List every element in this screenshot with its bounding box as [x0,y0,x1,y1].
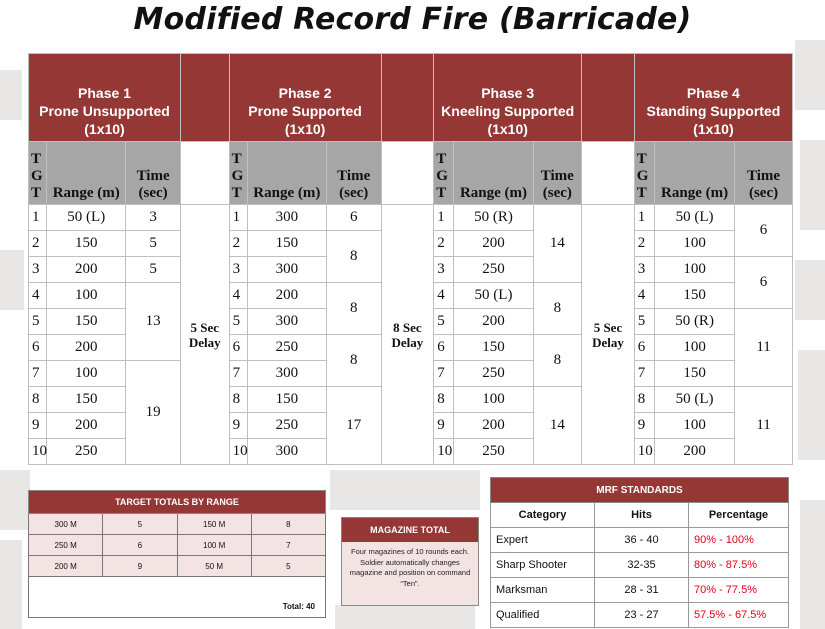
range-count: 7 [251,535,325,556]
tgt-header [634,142,654,205]
phase-4-subtitle: Standing Supported [646,103,781,119]
target-number: 6 [29,335,47,361]
time-header-line: Time [747,168,781,184]
mrf-row [491,553,789,578]
target-number: 5 [229,309,247,335]
range-label: 50 M [177,556,251,577]
target-range: 300 [247,361,326,387]
target-range: 150 [247,387,326,413]
target-number: 5 [634,309,654,335]
range-count: 9 [103,556,177,577]
delay-header-spacer [180,142,229,205]
target-number: 1 [229,205,247,231]
target-range: 250 [247,413,326,439]
target-totals-table [28,490,326,618]
phase-4-subtitle-line2: (1x10) [693,121,734,137]
exposure-time: 8 [326,335,381,387]
tgt-header-letter: T [231,151,242,167]
target-range: 100 [454,387,533,413]
target-range: 200 [454,231,533,257]
tgt-header [29,142,47,205]
time-header-line: Time [136,168,170,184]
target-range: 100 [655,335,735,361]
target-range: 50 (L) [655,387,735,413]
range-header: Range (m) [655,142,735,205]
target-range: 250 [247,335,326,361]
totals-row [29,514,326,535]
mrf-standards-title: MRF STANDARDS [491,478,789,503]
delay-text: Delay [592,334,624,350]
range-count: 6 [103,535,177,556]
target-range: 200 [454,413,533,439]
phase-1-name: Phase 1 [78,85,131,101]
target-range: 250 [454,439,533,465]
target-range: 100 [655,231,735,257]
tgt-header-letter: G [31,168,43,184]
target-number: 8 [434,387,454,413]
tgt-header-letter: T [436,151,447,167]
exposure-time: 8 [533,283,582,335]
target-range: 100 [655,413,735,439]
target-range: 200 [47,413,126,439]
time-header [126,142,181,205]
target-range: 50 (L) [47,205,126,231]
target-number: 1 [29,205,47,231]
phase-2-delay [381,205,434,465]
exposure-time: 8 [326,283,381,335]
delay-text: 5 Sec [593,319,623,335]
target-range: 300 [247,205,326,231]
phase-2-name: Phase 2 [278,85,332,101]
target-number: 6 [634,335,654,361]
magazine-total-title: MAGAZINE TOTAL [342,518,478,542]
phase-4-header [634,54,792,142]
mrf-row [491,528,789,553]
target-number: 5 [29,309,47,335]
phase-2-subtitle: Prone Supported (1x10) [248,103,362,137]
exposure-time: 19 [126,361,181,465]
time-header-line: (sec) [542,185,572,201]
mrf-category: Marksman [491,578,595,603]
target-number: 3 [229,257,247,283]
mrf-percentage: 80% - 87.5% [689,553,789,578]
target-number: 8 [229,387,247,413]
target-number: 2 [634,231,654,257]
target-range: 150 [655,283,735,309]
target-number: 6 [229,335,247,361]
target-range: 100 [47,283,126,309]
target-number: 9 [29,413,47,439]
target-number: 5 [434,309,454,335]
mrf-percentage: 90% - 100% [689,528,789,553]
target-totals-title: TARGET TOTALS BY RANGE [29,491,326,514]
mrf-hits: 28 - 31 [595,578,689,603]
target-number: 8 [634,387,654,413]
magazine-total-box [341,517,479,606]
mrf-category: Qualified [491,603,595,628]
totals-footer-row [29,577,326,618]
target-range: 250 [454,361,533,387]
exposure-time: 5 [126,231,181,257]
target-range: 200 [247,283,326,309]
mrf-hits: 32-35 [595,553,689,578]
phase-3-header [434,54,582,142]
tgt-header-letter: T [31,185,42,201]
target-range: 300 [247,439,326,465]
target-number: 9 [229,413,247,439]
mrf-hits: 23 - 27 [595,603,689,628]
target-number: 4 [229,283,247,309]
target-range: 150 [247,231,326,257]
exposure-time: 6 [735,257,793,309]
range-count: 5 [251,556,325,577]
delay-header-spacer [582,142,635,205]
range-header: Range (m) [454,142,533,205]
mrf-header-hits: Hits [595,503,689,528]
target-number: 1 [634,205,654,231]
phase-4-name: Phase 4 [686,85,740,101]
phase-3-name: Phase 3 [481,85,535,101]
target-number: 7 [434,361,454,387]
exposure-time: 14 [533,205,582,283]
target-range: 100 [655,257,735,283]
mrf-percentage: 70% - 77.5% [689,578,789,603]
phase-1-delay [180,205,229,465]
target-range: 50 (R) [655,309,735,335]
target-range: 150 [47,231,126,257]
tgt-header-letter: G [636,168,649,184]
target-number: 3 [29,257,47,283]
phase-header-row [29,54,793,142]
mrf-hits: 36 - 40 [595,528,689,553]
target-range: 150 [47,309,126,335]
range-header: Range (m) [247,142,326,205]
target-range: 300 [247,309,326,335]
tgt-header [434,142,454,205]
target-number: 10 [229,439,247,465]
target-number: 7 [634,361,654,387]
exposure-time: 11 [735,309,793,387]
target-number: 4 [434,283,454,309]
target-range: 50 (L) [655,205,735,231]
tgt-header-letter: T [636,151,647,167]
magazine-total-text: Four magazines of 10 rounds each. Soldier automatically changes magazine and position on command “Ten”. [342,542,478,605]
target-number: 10 [634,439,654,465]
target-number: 6 [434,335,454,361]
range-label: 100 M [177,535,251,556]
target-range: 250 [454,257,533,283]
range-label: 200 M [29,556,103,577]
target-number: 3 [434,257,454,283]
mrf-row [491,578,789,603]
column-header-row [29,142,793,205]
phase-1-subtitle: Prone Unsupported (1x10) [39,103,170,137]
tgt-header-letter: T [231,185,242,201]
exposure-time: 11 [735,387,793,465]
target-range: 200 [655,439,735,465]
mrf-category: Sharp Shooter [491,553,595,578]
totals-row [29,535,326,556]
exposure-time: 8 [326,231,381,283]
exposure-time: 8 [533,335,582,387]
target-number: 8 [29,387,47,413]
tgt-header-letter: T [31,151,42,167]
phase-3-header-spacer [582,54,635,142]
target-range: 200 [47,335,126,361]
delay-text: Delay [391,334,424,350]
record-fire-table [28,53,793,465]
time-header [533,142,582,205]
delay-header-spacer [381,142,434,205]
time-header-line: (sec) [748,185,779,201]
tgt-header-letter: T [436,185,447,201]
table-row [29,205,793,231]
target-number: 10 [29,439,47,465]
phase-2-header [229,54,381,142]
mrf-header-percentage: Percentage [689,503,789,528]
target-number: 4 [634,283,654,309]
phase-3-subtitle: Kneeling Supported (1x10) [441,103,575,137]
target-number: 4 [29,283,47,309]
time-header-line: (sec) [138,185,168,201]
time-header [735,142,793,205]
range-label: 300 M [29,514,103,535]
phase-1-header-spacer [180,54,229,142]
time-header-line: (sec) [339,185,369,201]
tgt-header-letter: T [636,185,647,201]
exposure-time: 14 [533,387,582,465]
exposure-time: 13 [126,283,181,361]
exposure-time: 17 [326,387,381,465]
exposure-time: 5 [126,257,181,283]
time-header-line: Time [337,168,371,184]
page-title: Modified Record Fire (Barricade) [133,2,692,37]
target-range: 150 [655,361,735,387]
target-number: 2 [434,231,454,257]
target-number: 9 [634,413,654,439]
exposure-time: 6 [326,205,381,231]
range-header: Range (m) [47,142,126,205]
target-number: 7 [29,361,47,387]
target-number: 1 [434,205,454,231]
target-number: 2 [229,231,247,257]
mrf-header-category: Category [491,503,595,528]
time-header [326,142,381,205]
target-number: 10 [434,439,454,465]
target-number: 9 [434,413,454,439]
mrf-standards-table [490,477,789,628]
phase-2-header-spacer [381,54,434,142]
delay-text: Delay [188,334,221,350]
mrf-percentage: 57.5% - 67.5% [689,603,789,628]
phase-1-header [29,54,181,142]
target-number: 7 [229,361,247,387]
tgt-header-letter: G [231,168,244,184]
tgt-header [229,142,247,205]
range-count: 8 [251,514,325,535]
target-range: 100 [47,361,126,387]
time-header-line: Time [540,168,574,184]
target-range: 50 (L) [454,283,533,309]
target-number: 3 [634,257,654,283]
phase-3-delay [582,205,635,465]
mrf-row [491,603,789,628]
delay-text: 8 Sec [393,319,422,335]
target-range: 150 [47,387,126,413]
target-number: 2 [29,231,47,257]
target-range: 200 [47,257,126,283]
exposure-time: 3 [126,205,181,231]
delay-text: 5 Sec [190,319,220,335]
target-range: 150 [454,335,533,361]
tgt-header-letter: G [436,168,448,184]
target-range: 200 [454,309,533,335]
range-count: 5 [103,514,177,535]
range-label: 150 M [177,514,251,535]
totals-row [29,556,326,577]
mrf-category: Expert [491,528,595,553]
target-range: 50 (R) [454,205,533,231]
range-label: 250 M [29,535,103,556]
target-range: 250 [47,439,126,465]
total-count: Total: 40 [29,577,326,618]
exposure-time: 6 [735,205,793,257]
target-range: 300 [247,257,326,283]
